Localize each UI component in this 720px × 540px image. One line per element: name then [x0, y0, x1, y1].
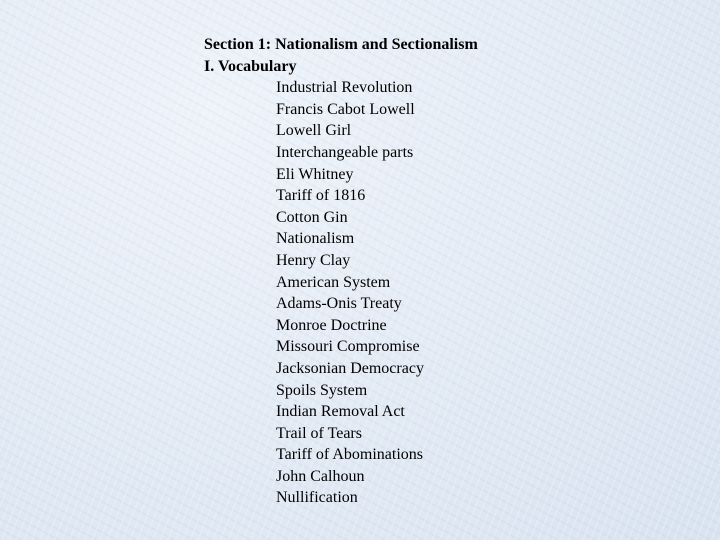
vocab-item: Eli Whitney — [276, 165, 354, 183]
vocab-item: Interchangeable parts — [276, 143, 414, 161]
vocab-item: John Calhoun — [276, 467, 365, 485]
vocab-item: Industrial Revolution — [276, 79, 413, 97]
vocab-item: Spoils System — [276, 381, 368, 399]
vocab-item: Nullification — [276, 489, 358, 507]
vocab-item: Cotton Gin — [276, 208, 348, 226]
vocab-item: American System — [276, 273, 391, 291]
vocab-item: Indian Removal Act — [276, 403, 405, 421]
vocab-item: Missouri Compromise — [276, 338, 420, 356]
vocab-item: Henry Clay — [276, 251, 351, 269]
vocab-item: Tariff of Abominations — [276, 446, 424, 464]
vocab-item: Lowell Girl — [276, 122, 352, 140]
vocab-item: Trail of Tears — [276, 424, 362, 442]
vocab-item: Nationalism — [276, 230, 355, 248]
vocab-item: Francis Cabot Lowell — [276, 100, 415, 118]
subsection-title: I. Vocabulary — [204, 57, 297, 75]
vocab-item: Tariff of 1816 — [276, 187, 366, 205]
section-title: Section 1: Nationalism and Sectionalism — [204, 36, 478, 53]
vocab-item: Jacksonian Democracy — [276, 359, 424, 377]
vocabulary-list — [204, 77, 684, 509]
vocab-item: Monroe Doctrine — [276, 316, 387, 334]
slide-content — [204, 34, 684, 509]
vocab-item: Adams-Onis Treaty — [276, 295, 402, 313]
